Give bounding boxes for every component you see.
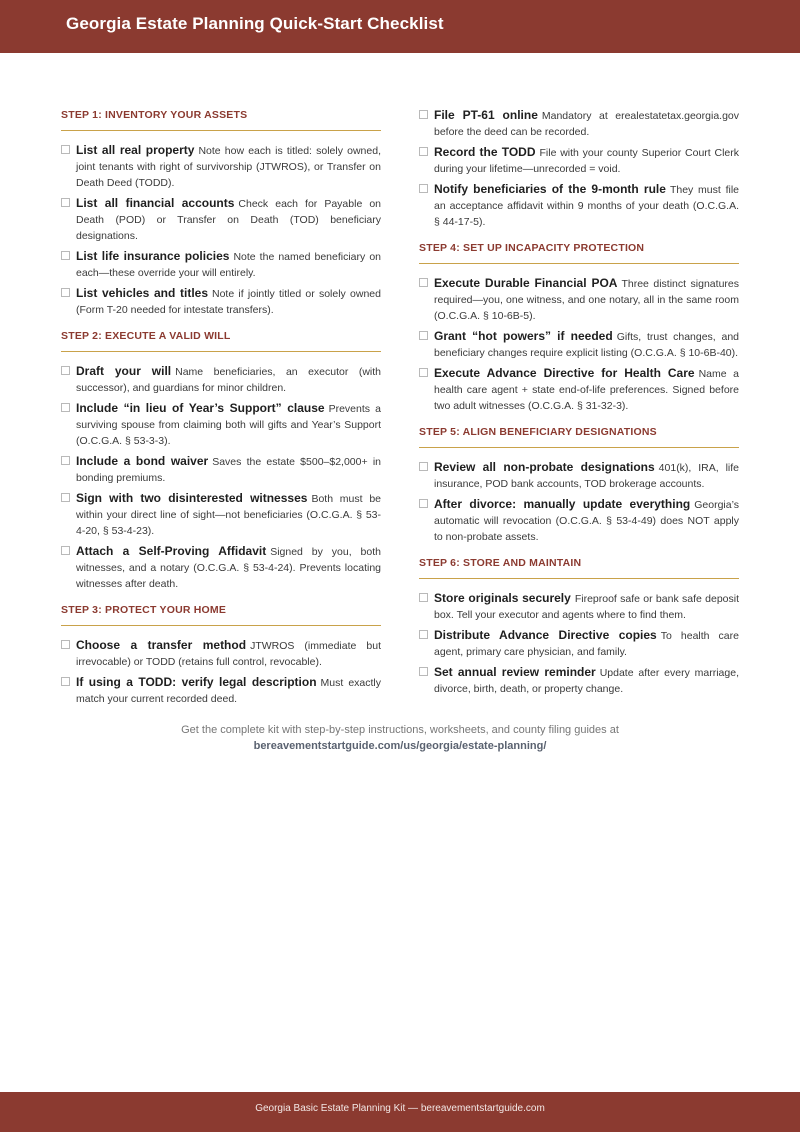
- item-text: Both must be within your direct line of sight—not beneficiaries (O.C.G.A. § 53-4-20, § 53-4-23).: [76, 493, 381, 537]
- item-text: To health care agent, primary care physician, and family.: [434, 630, 739, 658]
- checkbox[interactable]: [61, 456, 70, 465]
- checklist-item: [419, 590, 739, 623]
- item-title: List vehicles and titles: [76, 286, 208, 300]
- item-text: Must exactly match your current recorded deed.: [76, 677, 381, 705]
- item-text: Prevents a surviving spouse from claiming both will gifts and Year’s Support (O.C.G.A. § 53-3-3).: [76, 403, 382, 447]
- checklist-item: [419, 328, 739, 361]
- checklist-item: [419, 181, 739, 230]
- item-title: Store originals securely: [434, 591, 571, 605]
- checklist-item: [419, 459, 739, 492]
- checkbox[interactable]: [419, 147, 428, 156]
- item-title: Review all non-probate designations: [434, 460, 655, 474]
- item-text: Note if jointly titled or solely owned (Form T-20 needed for intestate transfers).: [76, 288, 381, 316]
- checkbox[interactable]: [61, 145, 70, 154]
- section-heading: STEP 6: STORE AND MAINTAIN: [419, 557, 739, 579]
- item-text: Note how each is titled: solely owned, joint tenants with right of survivorship (JTWROS), or Transfer on Death Deed (TODD).: [76, 145, 381, 189]
- item-title: Include a bond waiver: [76, 454, 209, 468]
- checklist-item: [61, 543, 381, 592]
- page-footer: [0, 1092, 800, 1132]
- section-heading: STEP 2: EXECUTE A VALID WILL: [61, 330, 381, 352]
- item-text: Name a health care agent + state end-of-life preferences. Signed before two adult witnesses (O.C.G.A. § 31-32-3).: [434, 368, 739, 412]
- item-title: Record the TODD: [434, 145, 536, 159]
- checkbox[interactable]: [61, 546, 70, 555]
- item-title: Attach a Self-Proving Affidavit: [76, 544, 267, 558]
- checkbox[interactable]: [419, 593, 428, 602]
- item-text: Name beneficiaries, an executor (with successor), and guardians for minor children.: [76, 366, 381, 394]
- checkbox[interactable]: [61, 403, 70, 412]
- item-text: Georgia’s automatic will revocation (O.C.G.A. § 53-4-49) does NOT apply to non-probate assets.: [434, 499, 739, 543]
- checkbox[interactable]: [419, 667, 428, 676]
- item-title: After divorce: manually update everything: [434, 497, 691, 511]
- item-title: Include “in lieu of Year’s Support” clause: [76, 401, 325, 415]
- checklist-item: [419, 275, 739, 324]
- kit-note-text: Get the complete kit with step-by-step instructions, worksheets, and county filing guides at: [181, 724, 619, 736]
- section-heading: STEP 4: SET UP INCAPACITY PROTECTION: [419, 242, 739, 264]
- item-title: Distribute Advance Directive copies: [434, 628, 657, 642]
- checklist-item: [61, 674, 381, 707]
- item-text: Note the named beneficiary on each—these override your will entirely.: [76, 251, 381, 279]
- checkbox[interactable]: [419, 184, 428, 193]
- checklist-item: [61, 400, 381, 449]
- section-heading: STEP 3: PROTECT YOUR HOME: [61, 604, 381, 626]
- section-heading: STEP 1: INVENTORY YOUR ASSETS: [61, 109, 381, 131]
- item-text: JTWROS (immediate but irrevocable) or TODD (retains full control, revocable).: [76, 640, 381, 668]
- checklist-item: [419, 664, 739, 697]
- checkbox[interactable]: [419, 278, 428, 287]
- checkbox[interactable]: [61, 640, 70, 649]
- checklist-item: [61, 248, 381, 281]
- item-title: Grant “hot powers” if needed: [434, 329, 613, 343]
- kit-note: [0, 722, 800, 754]
- checklist-item: [61, 195, 381, 244]
- section-heading: STEP 5: ALIGN BENEFICIARY DESIGNATIONS: [419, 426, 739, 448]
- page-title: Georgia Estate Planning Quick-Start Checklist: [66, 14, 444, 33]
- checkbox[interactable]: [419, 630, 428, 639]
- checklist-item: [419, 627, 739, 660]
- checklist-item: [61, 453, 381, 486]
- item-text: They must file an acceptance affidavit within 9 months of your death (O.C.G.A. § 44-17-5).: [434, 184, 740, 228]
- checkbox[interactable]: [61, 677, 70, 686]
- checklist-item: [419, 496, 739, 545]
- item-title: Sign with two disinterested witnesses: [76, 491, 308, 505]
- item-title: Execute Durable Financial POA: [434, 276, 618, 290]
- footer-text: Georgia Basic Estate Planning Kit — bereavementstartguide.com: [255, 1103, 545, 1114]
- checkbox[interactable]: [419, 368, 428, 377]
- item-text: Mandatory at erealestatetax.georgia.gov before the deed can be recorded.: [434, 110, 740, 138]
- item-title: List all financial accounts: [76, 196, 235, 210]
- checkbox[interactable]: [61, 251, 70, 260]
- item-text: 401(k), IRA, life insurance, POD bank accounts, TOD brokerage accounts.: [434, 462, 740, 490]
- item-text: Signed by you, both witnesses, and a notary (O.C.G.A. § 53-4-24). Prevents locating witnesses after death.: [76, 546, 381, 590]
- item-title: File PT-61 online: [434, 108, 538, 122]
- checkbox[interactable]: [419, 110, 428, 119]
- checkbox[interactable]: [61, 198, 70, 207]
- item-text: File with your county Superior Court Clerk during your lifetime—unrecorded = void.: [434, 147, 739, 175]
- item-title: If using a TODD: verify legal description: [76, 675, 317, 689]
- item-text: Three distinct signatures required—you, one witness, and one notary, all in the same room (O.C.G.A. § 10-6B-5).: [434, 278, 739, 322]
- item-title: Draft your will: [76, 364, 172, 378]
- checkbox[interactable]: [61, 493, 70, 502]
- checklist-item: [419, 365, 739, 414]
- item-text: Fireproof safe or bank safe deposit box. Tell your executor and agents where to find them.: [434, 593, 739, 621]
- item-text: Update after every marriage, divorce, birth, death, or property change.: [434, 667, 739, 695]
- item-title: Choose a transfer method: [76, 638, 247, 652]
- checkbox[interactable]: [61, 288, 70, 297]
- checklist-item: [61, 285, 381, 318]
- item-text: Gifts, trust changes, and beneficiary changes require explicit listing (O.C.G.A. § 10-6B-40).: [434, 331, 739, 359]
- checklist-item: [61, 490, 381, 539]
- item-title: Notify beneficiaries of the 9-month rule: [434, 182, 666, 196]
- item-title: Set annual review reminder: [434, 665, 596, 679]
- right-column: [419, 107, 739, 701]
- item-title: List all real property: [76, 143, 195, 157]
- item-text: Check each for Payable on Death (POD) or Transfer on Death (TOD) beneficiary designations.: [76, 198, 381, 242]
- item-title: Execute Advance Directive for Health Care: [434, 366, 695, 380]
- checklist-item: [61, 363, 381, 396]
- checklist-item: [419, 144, 739, 177]
- checkbox[interactable]: [61, 366, 70, 375]
- item-text: Saves the estate $500–$2,000+ in bonding premiums.: [76, 456, 381, 484]
- checklist-item: [419, 107, 739, 140]
- item-title: List life insurance policies: [76, 249, 230, 263]
- checkbox[interactable]: [419, 331, 428, 340]
- checklist-item: [61, 142, 381, 191]
- checklist-item: [61, 637, 381, 670]
- checkbox[interactable]: [419, 462, 428, 471]
- checkbox[interactable]: [419, 499, 428, 508]
- kit-link[interactable]: bereavementstartguide.com/us/georgia/estate-planning/: [253, 740, 547, 752]
- page-header: [0, 0, 800, 53]
- left-column: [61, 107, 381, 711]
